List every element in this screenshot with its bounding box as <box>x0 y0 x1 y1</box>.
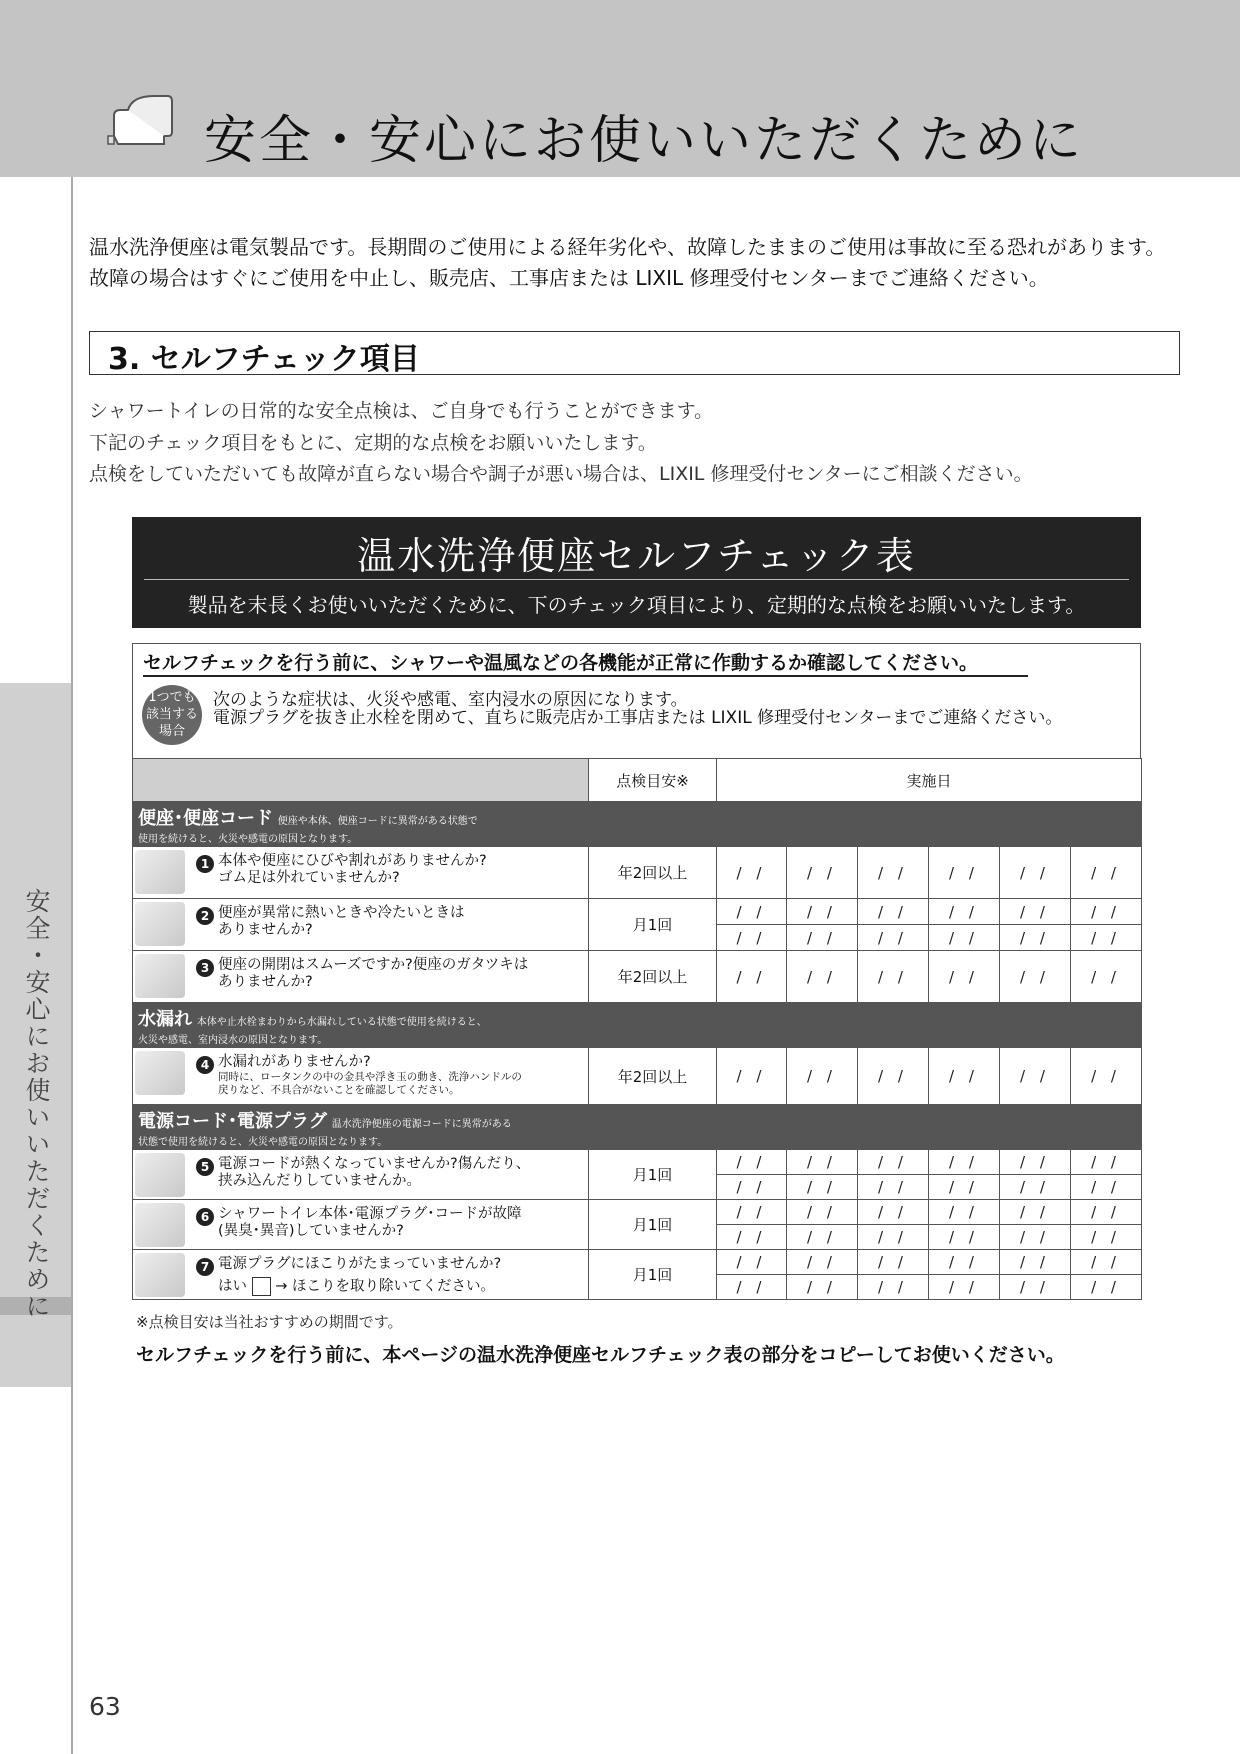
warning-line-1: 次のような症状は、火災や感電、室内浸水の原因になります。 <box>213 690 688 710</box>
action-text: → ほこりを取り除いてください。 <box>275 1278 495 1295</box>
section-line-2: 下記のチェック項目をもとに、定期的な点検をお願いいたします。 <box>89 431 657 454</box>
item-cell <box>133 951 589 1003</box>
section-body <box>89 396 1033 491</box>
date-cell[interactable]: / / <box>717 951 787 1003</box>
category-blank <box>589 802 717 847</box>
interval-cell: 月1回 <box>589 1200 717 1250</box>
section-line-3: 点検をしていただいても故障が直らない場合や調子が悪い場合は、LIXIL 修理受付センターにご相談ください。 <box>89 463 1033 485</box>
date-cell[interactable]: / / <box>929 951 1000 1003</box>
section-heading-box <box>89 331 1180 375</box>
date-cell[interactable]: / / <box>717 1275 787 1300</box>
unit-image <box>135 1203 185 1247</box>
date-cell[interactable]: / / <box>1071 951 1142 1003</box>
yes-label: はい <box>218 1278 247 1295</box>
table-row <box>133 899 1142 925</box>
category-title: 水漏れ <box>138 1008 192 1030</box>
badge-line-2: 該当する <box>145 707 198 722</box>
badge-line-1: 1つでも <box>148 690 196 705</box>
date-cell[interactable]: / / <box>1071 1048 1142 1105</box>
date-cell[interactable]: / / <box>858 1150 929 1175</box>
date-cell[interactable]: / / <box>1071 1275 1142 1300</box>
date-cell[interactable]: / / <box>717 1250 787 1275</box>
date-cell[interactable]: / / <box>787 1225 858 1250</box>
date-cell[interactable]: / / <box>929 847 1000 899</box>
footnote: ※点検目安は当社おすすめの期間です。 <box>136 1313 403 1331</box>
date-cell[interactable]: / / <box>858 847 929 899</box>
date-cell[interactable]: / / <box>787 1275 858 1300</box>
date-cell[interactable]: / / <box>858 925 929 951</box>
section-title: 3. セルフチェック項目 <box>108 342 420 377</box>
checklist-banner <box>132 517 1141 628</box>
date-cell[interactable]: / / <box>1071 899 1142 925</box>
date-cell[interactable]: / / <box>929 1200 1000 1225</box>
date-cell[interactable]: / / <box>1000 847 1071 899</box>
item-cell <box>133 1048 589 1105</box>
date-cell[interactable]: / / <box>787 899 858 925</box>
page-header <box>0 0 1240 177</box>
date-cell[interactable]: / / <box>787 951 858 1003</box>
item-text: 本体や便座にひびや割れがありませんか? ゴム足は外れていませんか? <box>218 853 487 886</box>
date-cell[interactable]: / / <box>858 1275 929 1300</box>
date-cell[interactable]: / / <box>1000 925 1071 951</box>
table-row <box>133 847 1142 899</box>
date-cell[interactable]: / / <box>858 1175 929 1200</box>
date-cell[interactable]: / / <box>717 925 787 951</box>
checklist-title: 温水洗浄便座セルフチェック表 <box>357 534 916 578</box>
date-cell[interactable]: / / <box>1071 1200 1142 1225</box>
date-cell[interactable]: / / <box>1071 847 1142 899</box>
table-header-row <box>133 759 1142 802</box>
checklist-table <box>132 758 1142 1300</box>
date-cell[interactable]: / / <box>858 1200 929 1225</box>
category-note: 本体や止水栓まわりから水漏れしている状態で使用を続けると、 <box>196 1016 487 1028</box>
category-blank <box>717 1003 1142 1048</box>
warning-badge <box>142 685 202 745</box>
side-divider <box>71 177 73 1754</box>
category-power <box>133 1105 589 1150</box>
category-note: 火災や感電、室内浸水の原因となります。 <box>138 1034 328 1046</box>
checklist-subtitle: 製品を末長くお使いいただくために、下のチェック項目により、定期的な点検をお願いいたします。 <box>187 593 1086 617</box>
date-cell[interactable]: / / <box>1000 1200 1071 1225</box>
date-cell[interactable]: / / <box>717 1150 787 1175</box>
table-row <box>133 951 1142 1003</box>
intro-line-2: 故障の場合はすぐにご使用を中止し、販売店、工事店または LIXIL 修理受付センターまでご連絡ください。 <box>89 266 1049 290</box>
category-blank <box>717 1105 1142 1150</box>
date-cell[interactable]: / / <box>929 1048 1000 1105</box>
toilet-image <box>135 850 185 894</box>
table-row <box>133 1250 1142 1275</box>
item-text: 便座の開閉はスムーズですか?便座のガタツキは ありませんか? <box>218 957 529 990</box>
category-note: 使用を続けると、火災や感電の原因となります。 <box>138 833 358 845</box>
item-cell <box>133 1200 589 1250</box>
warning-box <box>132 643 1141 759</box>
item-number: 7 <box>196 1258 214 1276</box>
category-row-seat <box>133 802 1142 847</box>
item-text: 電源プラグにほこりがたまっていませんか? はい → ほこりを取り除いてください。 <box>218 1256 502 1295</box>
item-number: 1 <box>196 855 214 873</box>
interval-cell: 月1回 <box>589 1250 717 1300</box>
table-row <box>133 1200 1142 1225</box>
date-cell[interactable]: / / <box>858 951 929 1003</box>
date-cell[interactable]: / / <box>1071 1225 1142 1250</box>
side-tab-label: 安全・安心にお使いいただくために <box>22 888 51 1320</box>
cord-image <box>135 1153 185 1197</box>
date-cell[interactable]: / / <box>929 1250 1000 1275</box>
date-cell[interactable]: / / <box>787 1200 858 1225</box>
date-cell[interactable]: / / <box>929 1275 1000 1300</box>
item-text: 水漏れがありませんか? 同時に、ロータンクの中の金具や浮き玉の動き、洗浄ハンドルの 戻りなど、不具合がないことを確認してください。 <box>218 1054 522 1096</box>
category-row-water <box>133 1003 1142 1048</box>
item-number: 4 <box>196 1056 214 1074</box>
date-cell[interactable]: / / <box>717 847 787 899</box>
category-note: 便座や本体、便座コードに異常がある状態で <box>277 815 478 827</box>
interval-cell: 月1回 <box>589 1150 717 1200</box>
table-row <box>133 1150 1142 1175</box>
item-number: 5 <box>196 1158 214 1176</box>
date-cell[interactable]: / / <box>1000 951 1071 1003</box>
badge-line-3: 場合 <box>158 724 185 739</box>
interval-cell: 年2回以上 <box>589 1048 717 1105</box>
item-text: 便座が異常に熱いときや冷たいときは ありませんか? <box>218 905 465 938</box>
item-text: シャワートイレ本体･電源プラグ･コードが故障 (異臭･異音)していませんか? <box>218 1206 522 1239</box>
date-cell[interactable]: / / <box>929 1175 1000 1200</box>
item-text: 電源コードが熱くなっていませんか?傷んだり、 挟み込んだりしていませんか。 <box>218 1156 531 1189</box>
seat-image <box>135 902 185 946</box>
date-cell[interactable]: / / <box>1000 899 1071 925</box>
warning-underline <box>143 675 1028 677</box>
seat-lid-image <box>135 954 185 998</box>
date-cell[interactable]: / / <box>1000 1225 1071 1250</box>
category-note: 状態で使用を続けると、火災や感電の原因となります。 <box>138 1136 388 1148</box>
intro-text <box>89 232 1165 294</box>
toilet-icon <box>106 92 178 150</box>
item-cell <box>133 1150 589 1200</box>
date-cell[interactable]: / / <box>929 925 1000 951</box>
interval-cell: 年2回以上 <box>589 951 717 1003</box>
tank-image <box>135 1051 185 1095</box>
date-cell[interactable]: / / <box>1071 1175 1142 1200</box>
category-note: 温水洗浄便座の電源コードに異常がある <box>331 1118 512 1130</box>
category-blank <box>589 1003 717 1048</box>
plug-image <box>135 1253 185 1297</box>
page-number: 63 <box>89 1692 121 1721</box>
side-tab-lower <box>0 1315 71 1387</box>
date-cell[interactable]: / / <box>858 1250 929 1275</box>
item-number: 2 <box>196 907 214 925</box>
warning-heading: セルフチェックを行う前に、シャワーや温風などの各機能が正常に作動するか確認してください。 <box>143 652 979 674</box>
interval-cell: 年2回以上 <box>589 847 717 899</box>
item-cell <box>133 899 589 951</box>
date-cell[interactable]: / / <box>717 1048 787 1105</box>
date-cell[interactable]: / / <box>929 1225 1000 1250</box>
dates-header: 実施日 <box>717 759 1142 802</box>
date-cell[interactable]: / / <box>787 1048 858 1105</box>
date-cell[interactable]: / / <box>1000 1275 1071 1300</box>
header-blank-cell <box>133 759 589 802</box>
date-cell[interactable]: / / <box>929 899 1000 925</box>
date-cell[interactable]: / / <box>1071 1250 1142 1275</box>
date-cell[interactable]: / / <box>787 1250 858 1275</box>
category-title: 便座･便座コード <box>138 807 273 829</box>
interval-cell: 月1回 <box>589 899 717 951</box>
table-row <box>133 1048 1142 1105</box>
date-cell[interactable]: / / <box>717 1200 787 1225</box>
item-cell <box>133 1250 589 1300</box>
date-cell[interactable]: / / <box>787 1150 858 1175</box>
category-title: 電源コード･電源プラグ <box>138 1110 327 1132</box>
category-seat <box>133 802 589 847</box>
category-blank <box>589 1105 717 1150</box>
warning-line-2: 電源プラグを抜き止水栓を閉めて、直ちに販売店か工事店または LIXIL 修理受付センターまでご連絡ください。 <box>213 708 1063 728</box>
date-cell[interactable]: / / <box>929 1150 1000 1175</box>
intro-line-1: 温水洗浄便座は電気製品です。長期間のご使用による経年劣化や、故障したままのご使用は事故に至る恐れがあります。 <box>89 235 1166 259</box>
date-cell[interactable]: / / <box>717 1175 787 1200</box>
item-number: 6 <box>196 1208 214 1226</box>
yes-checkbox[interactable] <box>252 1277 271 1296</box>
date-cell[interactable]: / / <box>858 1048 929 1105</box>
date-cell[interactable]: / / <box>717 1225 787 1250</box>
date-cell[interactable]: / / <box>858 899 929 925</box>
page-title: 安全・安心にお使いいただくために <box>204 111 1085 171</box>
date-cell[interactable]: / / <box>1000 1175 1071 1200</box>
category-row-power <box>133 1105 1142 1150</box>
date-cell[interactable]: / / <box>787 847 858 899</box>
category-blank <box>717 802 1142 847</box>
date-cell[interactable]: / / <box>787 1175 858 1200</box>
date-cell[interactable]: / / <box>1071 925 1142 951</box>
section-line-1: シャワートイレの日常的な安全点検は、ご自身でも行うことができます。 <box>89 400 714 422</box>
date-cell[interactable]: / / <box>717 899 787 925</box>
item-cell <box>133 847 589 899</box>
interval-header: 点検目安※ <box>589 759 717 802</box>
date-cell[interactable]: / / <box>1000 1250 1071 1275</box>
date-cell[interactable]: / / <box>1071 1150 1142 1175</box>
category-water <box>133 1003 589 1048</box>
date-cell[interactable]: / / <box>1000 1150 1071 1175</box>
date-cell[interactable]: / / <box>858 1225 929 1250</box>
copy-note: セルフチェックを行う前に、本ページの温水洗浄便座セルフチェック表の部分をコピーしてお使いください。 <box>136 1344 1065 1366</box>
date-cell[interactable]: / / <box>787 925 858 951</box>
date-cell[interactable]: / / <box>1000 1048 1071 1105</box>
item-number: 3 <box>196 959 214 977</box>
banner-divider <box>144 579 1129 580</box>
